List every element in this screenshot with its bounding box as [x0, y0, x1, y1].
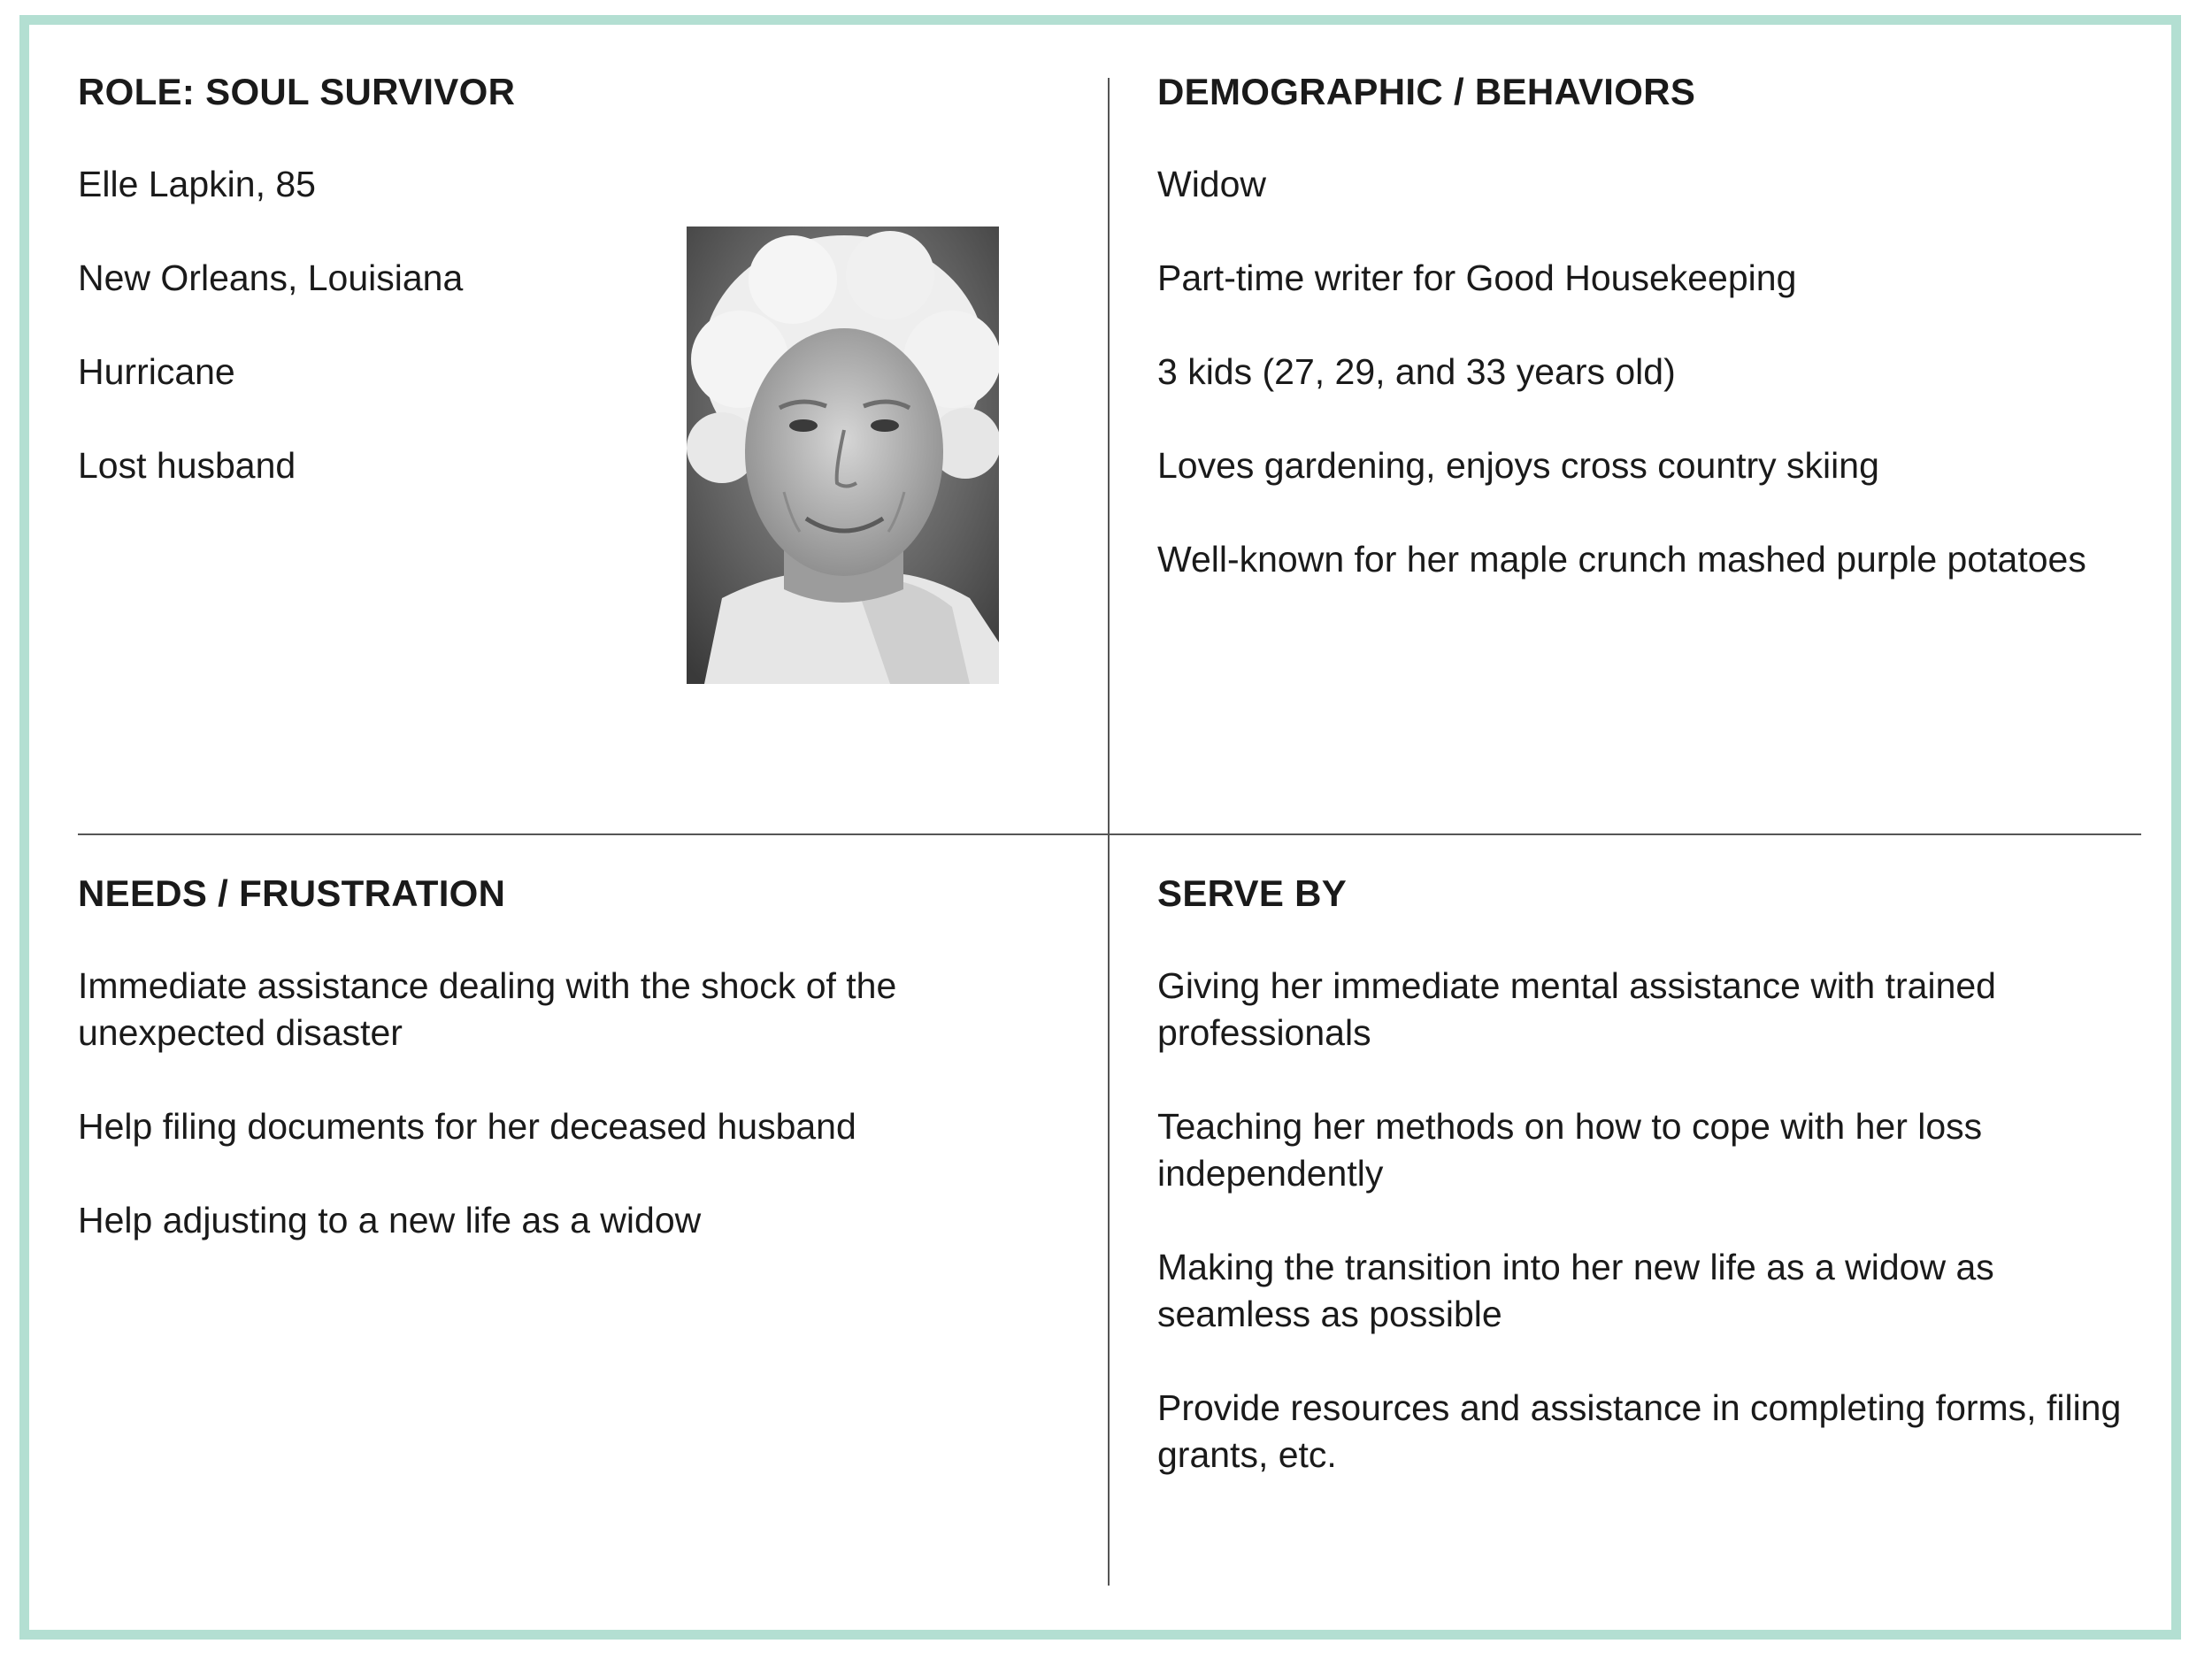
- role-item-disaster: Hurricane: [78, 351, 235, 392]
- role-item-location: New Orleans, Louisiana: [78, 257, 464, 298]
- serve-item: Teaching her methods on how to cope with her loss independently: [1157, 1106, 1983, 1194]
- role-item-name-age: Elle Lapkin, 85: [78, 164, 316, 204]
- needs-item: Help adjusting to a new life as a widow: [78, 1200, 702, 1240]
- serve-heading: SERVE BY: [1157, 872, 1348, 914]
- demographic-heading: DEMOGRAPHIC / BEHAVIORS: [1157, 71, 1696, 112]
- vertical-divider: [1108, 78, 1110, 1586]
- persona-portrait-photo: [687, 227, 999, 684]
- needs-list: [78, 963, 1051, 1244]
- serve-list: [1157, 963, 2148, 1479]
- serve-item: Making the transition into her new life as a widow as seamless as possible: [1157, 1247, 1994, 1334]
- demographic-item-known-for: Well-known for her maple crunch mashed purple potatoes: [1157, 539, 2086, 580]
- needs-section: [78, 869, 1051, 1291]
- demographic-item-job: Part-time writer for Good Housekeeping: [1157, 257, 1797, 298]
- horizontal-divider: [78, 833, 2141, 835]
- needs-item: Help filing documents for her deceased husband: [78, 1106, 856, 1147]
- demographic-list: [1157, 161, 2148, 583]
- role-item-loss: Lost husband: [78, 445, 296, 486]
- demographic-item-hobbies: Loves gardening, enjoys cross country skiing: [1157, 445, 1879, 486]
- role-heading: ROLE: SOUL SURVIVOR: [78, 71, 516, 112]
- serve-item: Giving her immediate mental assistance with trained professionals: [1157, 965, 1996, 1053]
- demographic-section: [1157, 67, 2148, 630]
- serve-item: Provide resources and assistance in completing forms, filing grants, etc.: [1157, 1387, 2122, 1475]
- serve-section: [1157, 869, 2148, 1525]
- needs-item: Immediate assistance dealing with the shock of the unexpected disaster: [78, 965, 897, 1053]
- demographic-item-kids: 3 kids (27, 29, and 33 years old): [1157, 351, 1676, 392]
- demographic-item-marital: Widow: [1157, 164, 1267, 204]
- needs-heading: NEEDS / FRUSTRATION: [78, 872, 506, 914]
